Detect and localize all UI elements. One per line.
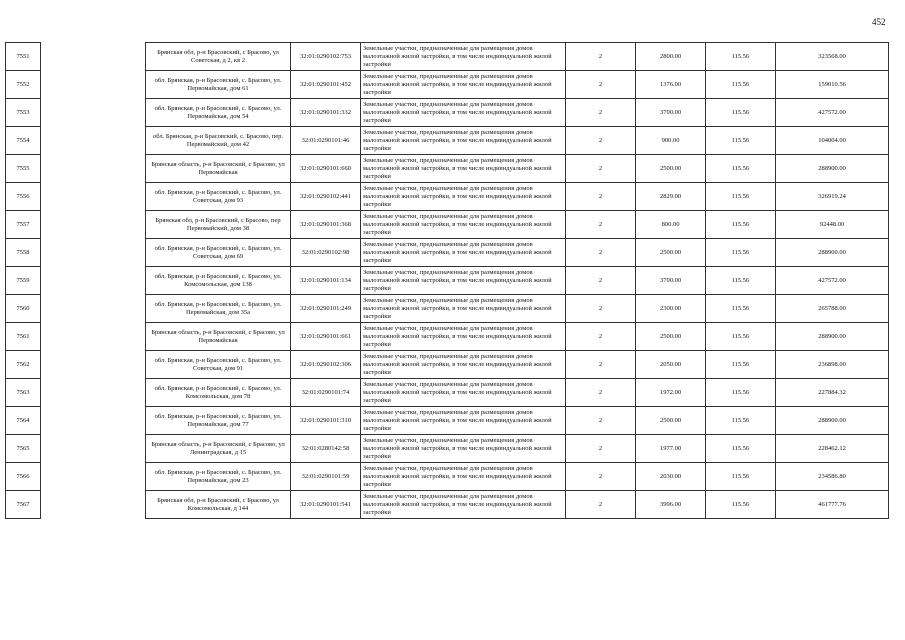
row-number-cell: 7555 (6, 155, 41, 183)
table-row (6, 463, 889, 491)
area-cell: 2050.00 (636, 351, 706, 379)
row-number-cell: 7560 (6, 295, 41, 323)
cadastral-value-cell: 427572.00 (776, 267, 889, 295)
table-row (6, 71, 889, 99)
row-number-cell: 7564 (6, 407, 41, 435)
rate-cell: 115.56 (706, 463, 776, 491)
rate-cell: 115.56 (706, 267, 776, 295)
table-row (6, 99, 889, 127)
category-cell: 2 (566, 127, 636, 155)
category-cell: 2 (566, 379, 636, 407)
address-cell: обл. Брянская, р-н Брасовский, с. Брасово, ул. Первомайская, дом 54 (146, 99, 291, 127)
address-cell: обл. Брянская, р-н Брасовский, с. Брасово, ул. Первомайская, дом 35а (146, 295, 291, 323)
spacer-cell (41, 379, 146, 407)
land-use-cell: Земельные участки, предназначенные для размещения домов малоэтажной жилой застройки, в том числе индивидуальной жилой застройки (361, 239, 566, 267)
land-use-cell: Земельные участки, предназначенные для размещения домов малоэтажной жилой застройки, в том числе индивидуальной жилой застройки (361, 99, 566, 127)
cadastral-number-cell: 32:01:0290102:753 (291, 43, 361, 71)
rate-cell: 115.56 (706, 407, 776, 435)
spacer-cell (41, 463, 146, 491)
category-cell: 2 (566, 323, 636, 351)
area-cell: 2500.00 (636, 155, 706, 183)
land-use-cell: Земельные участки, предназначенные для размещения домов малоэтажной жилой застройки, в том числе индивидуальной жилой застройки (361, 155, 566, 183)
cadastral-value-cell: 323568.00 (776, 43, 889, 71)
table-row (6, 211, 889, 239)
category-cell: 2 (566, 155, 636, 183)
category-cell: 2 (566, 295, 636, 323)
cadastral-number-cell: 32:01:0290102:306 (291, 351, 361, 379)
table-row (6, 183, 889, 211)
row-number-cell: 7561 (6, 323, 41, 351)
area-cell: 2500.00 (636, 323, 706, 351)
cadastral-value-cell: 265788.00 (776, 295, 889, 323)
rate-cell: 115.56 (706, 155, 776, 183)
area-cell: 1376.00 (636, 71, 706, 99)
spacer-cell (41, 127, 146, 155)
table-row (6, 295, 889, 323)
row-number-cell: 7551 (6, 43, 41, 71)
area-cell: 2030.00 (636, 463, 706, 491)
rate-cell: 115.56 (706, 239, 776, 267)
spacer-cell (41, 351, 146, 379)
cadastral-value-cell: 461777.76 (776, 491, 889, 519)
land-use-cell: Земельные участки, предназначенные для размещения домов малоэтажной жилой застройки, в том числе индивидуальной жилой застройки (361, 323, 566, 351)
category-cell: 2 (566, 435, 636, 463)
cadastral-value-cell: 159010.56 (776, 71, 889, 99)
table-row (6, 267, 889, 295)
area-cell: 3996.00 (636, 491, 706, 519)
cadastral-number-cell: 32:01:0280142:58 (291, 435, 361, 463)
address-cell: обл. Брянская, р-н Брасовский, с. Брасово, ул. Комсомольская, дом 78 (146, 379, 291, 407)
category-cell: 2 (566, 351, 636, 379)
address-cell: Брянская область, р-н Брасовский, с Брасово, ул Ленинградская, д 15 (146, 435, 291, 463)
spacer-cell (41, 407, 146, 435)
row-number-cell: 7559 (6, 267, 41, 295)
row-number-cell: 7566 (6, 463, 41, 491)
address-cell: Брянская обл, р-н Брасовский, с Брасово, ул Комсомольская, д 144 (146, 491, 291, 519)
rate-cell: 115.56 (706, 379, 776, 407)
rate-cell: 115.56 (706, 435, 776, 463)
area-cell: 3700.00 (636, 99, 706, 127)
land-use-cell: Земельные участки, предназначенные для размещения домов малоэтажной жилой застройки, в том числе индивидуальной жилой застройки (361, 491, 566, 519)
address-cell: Брянская обл, р-н Брасовский, с Брасово, пер Первомайский, дом 38 (146, 211, 291, 239)
address-cell: обл. Брянская, р-н Брасовский, с. Брасово, ул. Первомайская, дом 23 (146, 463, 291, 491)
spacer-cell (41, 323, 146, 351)
spacer-cell (41, 239, 146, 267)
spacer-cell (41, 435, 146, 463)
cadastral-number-cell: 32:01:0290101:332 (291, 99, 361, 127)
cadastral-value-cell: 236898.00 (776, 351, 889, 379)
cadastral-number-cell: 32:01:0290101:46 (291, 127, 361, 155)
cadastral-value-cell: 288900.00 (776, 323, 889, 351)
page-number: 452 (872, 17, 886, 27)
cadastral-number-cell: 32:01:0290102:98 (291, 239, 361, 267)
table-row (6, 407, 889, 435)
area-cell: 900.00 (636, 127, 706, 155)
cadastral-value-cell: 104004.00 (776, 127, 889, 155)
address-cell: Брянская обл, р-н Брасовский, с Брасово, ул Советская, д 2, кв 2 (146, 43, 291, 71)
category-cell: 2 (566, 211, 636, 239)
cadastral-number-cell: 32:01:0290101:452 (291, 71, 361, 99)
area-cell: 2829.00 (636, 183, 706, 211)
cadastral-value-cell: 288900.00 (776, 155, 889, 183)
table-body (6, 43, 889, 519)
area-cell: 800.00 (636, 211, 706, 239)
cadastral-number-cell: 32:01:0290101:59 (291, 463, 361, 491)
spacer-cell (41, 71, 146, 99)
row-number-cell: 7562 (6, 351, 41, 379)
area-cell: 1977.00 (636, 435, 706, 463)
cadastral-number-cell: 32:01:0290101:660 (291, 155, 361, 183)
address-cell: обл. Брянская, р-н Брасовский, с. Брасово, ул. Советская, дом 69 (146, 239, 291, 267)
cadastral-number-cell: 32:01:0290101:249 (291, 295, 361, 323)
area-cell: 2500.00 (636, 239, 706, 267)
category-cell: 2 (566, 99, 636, 127)
area-cell: 2500.00 (636, 407, 706, 435)
spacer-cell (41, 295, 146, 323)
address-cell: Брянская область, р-н Брасовский, с Брасово, ул Первомайская (146, 323, 291, 351)
category-cell: 2 (566, 183, 636, 211)
land-use-cell: Земельные участки, предназначенные для размещения домов малоэтажной жилой застройки, в том числе индивидуальной жилой застройки (361, 127, 566, 155)
table-row (6, 239, 889, 267)
table-row (6, 491, 889, 519)
area-cell: 2300.00 (636, 295, 706, 323)
cadastral-number-cell: 32:01:0290102:441 (291, 183, 361, 211)
land-use-cell: Земельные участки, предназначенные для размещения домов малоэтажной жилой застройки, в том числе индивидуальной жилой застройки (361, 463, 566, 491)
cadastral-number-cell: 32:01:0290101:310 (291, 407, 361, 435)
land-use-cell: Земельные участки, предназначенные для размещения домов малоэтажной жилой застройки, в том числе индивидуальной жилой застройки (361, 267, 566, 295)
category-cell: 2 (566, 71, 636, 99)
table-row (6, 155, 889, 183)
cadastral-value-cell: 92448.00 (776, 211, 889, 239)
table-row (6, 379, 889, 407)
area-cell: 1972.00 (636, 379, 706, 407)
row-number-cell: 7556 (6, 183, 41, 211)
row-number-cell: 7552 (6, 71, 41, 99)
land-use-cell: Земельные участки, предназначенные для размещения домов малоэтажной жилой застройки, в том числе индивидуальной жилой застройки (361, 295, 566, 323)
land-use-cell: Земельные участки, предназначенные для размещения домов малоэтажной жилой застройки, в том числе индивидуальной жилой застройки (361, 71, 566, 99)
row-number-cell: 7563 (6, 379, 41, 407)
cadastral-value-cell: 288900.00 (776, 239, 889, 267)
cadastral-number-cell: 32:01:0290101:134 (291, 267, 361, 295)
address-cell: Брянская область, р-н Брасовский, с Брасово, ул Первомайская (146, 155, 291, 183)
table-row (6, 127, 889, 155)
rate-cell: 115.56 (706, 43, 776, 71)
spacer-cell (41, 155, 146, 183)
rate-cell: 115.56 (706, 99, 776, 127)
land-use-cell: Земельные участки, предназначенные для размещения домов малоэтажной жилой застройки, в том числе индивидуальной жилой застройки (361, 183, 566, 211)
land-use-cell: Земельные участки, предназначенные для размещения домов малоэтажной жилой застройки, в том числе индивидуальной жилой застройки (361, 43, 566, 71)
row-number-cell: 7554 (6, 127, 41, 155)
rate-cell: 115.56 (706, 323, 776, 351)
row-number-cell: 7557 (6, 211, 41, 239)
cadastral-value-cell: 228462.12 (776, 435, 889, 463)
spacer-cell (41, 491, 146, 519)
spacer-cell (41, 211, 146, 239)
row-number-cell: 7567 (6, 491, 41, 519)
land-registry-table (5, 42, 889, 519)
cadastral-number-cell: 32:01:0290101:74 (291, 379, 361, 407)
table-row (6, 351, 889, 379)
category-cell: 2 (566, 491, 636, 519)
cadastral-value-cell: 427572.00 (776, 99, 889, 127)
category-cell: 2 (566, 407, 636, 435)
category-cell: 2 (566, 239, 636, 267)
address-cell: обл. Брянская, р-н Брасовский, с. Брасово, ул. Первомайская, дом 61 (146, 71, 291, 99)
spacer-cell (41, 183, 146, 211)
category-cell: 2 (566, 463, 636, 491)
rate-cell: 115.56 (706, 127, 776, 155)
table-row (6, 323, 889, 351)
address-cell: обл. Брянская, р-н Брасовский, с. Брасово, ул. Советская, дом 93 (146, 183, 291, 211)
category-cell: 2 (566, 267, 636, 295)
cadastral-value-cell: 326919.24 (776, 183, 889, 211)
spacer-cell (41, 99, 146, 127)
row-number-cell: 7565 (6, 435, 41, 463)
row-number-cell: 7553 (6, 99, 41, 127)
rate-cell: 115.56 (706, 71, 776, 99)
rate-cell: 115.56 (706, 491, 776, 519)
land-use-cell: Земельные участки, предназначенные для размещения домов малоэтажной жилой застройки, в том числе индивидуальной жилой застройки (361, 435, 566, 463)
spacer-cell (41, 43, 146, 71)
rate-cell: 115.56 (706, 351, 776, 379)
land-use-cell: Земельные участки, предназначенные для размещения домов малоэтажной жилой застройки, в том числе индивидуальной жилой застройки (361, 407, 566, 435)
address-cell: обл. Брянская, р-н Брасовский, с. Брасово, ул. Комсомольская, дом 138 (146, 267, 291, 295)
spacer-cell (41, 267, 146, 295)
address-cell: обл. Брянская, р-н Брасовский, с. Брасово, пер. Первомайский, дом 42 (146, 127, 291, 155)
cadastral-number-cell: 32:01:0290101:368 (291, 211, 361, 239)
cadastral-value-cell: 288900.00 (776, 407, 889, 435)
row-number-cell: 7558 (6, 239, 41, 267)
land-use-cell: Земельные участки, предназначенные для размещения домов малоэтажной жилой застройки, в том числе индивидуальной жилой застройки (361, 351, 566, 379)
land-use-cell: Земельные участки, предназначенные для размещения домов малоэтажной жилой застройки, в том числе индивидуальной жилой застройки (361, 379, 566, 407)
address-cell: обл. Брянская, р-н Брасовский, с. Брасово, ул. Советская, дом 91 (146, 351, 291, 379)
rate-cell: 115.56 (706, 183, 776, 211)
table-row (6, 435, 889, 463)
rate-cell: 115.56 (706, 211, 776, 239)
land-use-cell: Земельные участки, предназначенные для размещения домов малоэтажной жилой застройки, в том числе индивидуальной жилой застройки (361, 211, 566, 239)
rate-cell: 115.56 (706, 295, 776, 323)
area-cell: 3700.00 (636, 267, 706, 295)
cadastral-number-cell: 32:01:0290101:661 (291, 323, 361, 351)
category-cell: 2 (566, 43, 636, 71)
address-cell: обл. Брянская, р-н Брасовский, с. Брасово, ул. Первомайская, дом 77 (146, 407, 291, 435)
area-cell: 2800.00 (636, 43, 706, 71)
cadastral-number-cell: 32:01:0290101:541 (291, 491, 361, 519)
table-row (6, 43, 889, 71)
cadastral-value-cell: 227884.32 (776, 379, 889, 407)
cadastral-value-cell: 234586.80 (776, 463, 889, 491)
